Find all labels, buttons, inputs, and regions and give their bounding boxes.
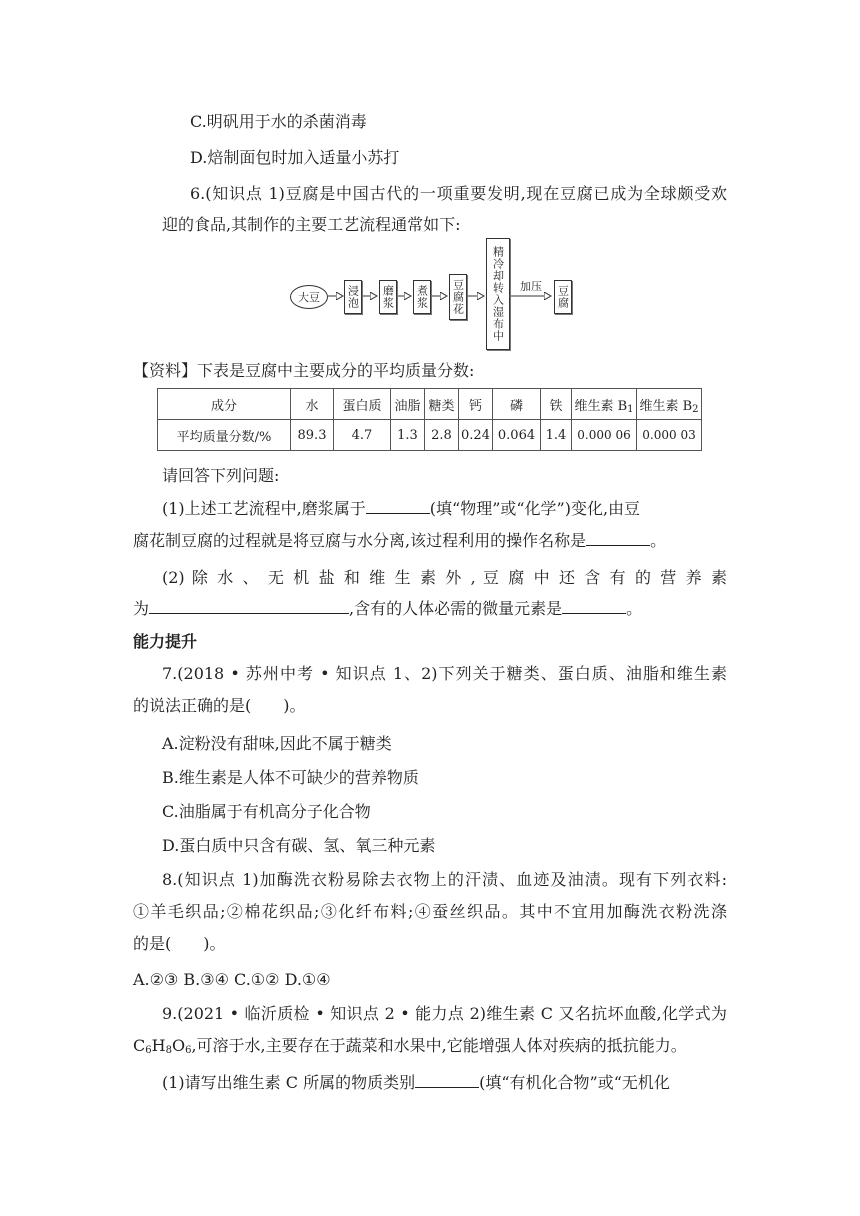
table-data-row <box>158 420 702 451</box>
data-cell: 0.24 <box>459 420 493 451</box>
step-tofu-curd: 豆腐花 <box>449 274 467 320</box>
tofu-composition-table <box>157 388 702 451</box>
header-cell: 糖类 <box>425 389 459 420</box>
data-cell: 2.8 <box>425 420 459 451</box>
header-cell: 钙 <box>459 389 493 420</box>
data-cell: 0.000 03 <box>637 420 702 451</box>
step-boil: 煮浆 <box>413 280 431 314</box>
header-cell: 磷 <box>493 389 541 420</box>
question-6-part-2-cont: 为 ,含有的人体必需的微量元素是 。 <box>133 596 642 621</box>
question-6-part-2: (2) 除 水 、 无 机 盐 和 维 生 素 外 , 豆 腐 中 还 含 有 的 营 养 素 <box>162 568 727 587</box>
question-8-line-3: 的是( )。 <box>133 934 226 953</box>
answer-blank[interactable] <box>366 496 430 514</box>
question-8-line-1: 8.(知识点 1)加酶洗衣粉易除去衣物上的汗渍、血迹及油渍。现有下列衣料: <box>162 870 727 889</box>
header-cell-vitamin-b1: 维生素 $B_1$ <box>572 389 637 420</box>
question-8-line-2: ①羊毛织品;②棉花织品;③化纤布料;④蚕丝织品。其中不宜用加酶洗衣粉洗涤 <box>133 902 727 921</box>
data-cell: 1.3 <box>391 420 425 451</box>
option-a-q7: A.淀粉没有甜味,因此不属于糖类 <box>162 734 392 753</box>
end-node-tofu: 豆腐 <box>554 280 572 314</box>
header-cell-vitamin-b2: 维生素 $B_2$ <box>637 389 702 420</box>
header-cell: 成分 <box>158 389 291 420</box>
question-6-line-1: 6.(知识点 1)豆腐是中国古代的一项重要发明,现在豆腐已成为全球颇受欢 <box>190 184 727 203</box>
data-cell: 0.000 06 <box>572 420 637 451</box>
header-cell: 蛋白质 <box>334 389 391 420</box>
question-6-part-1-cont: 腐花制豆腐的过程就是将豆腐与水分离,该过程利用的操作名称是 。 <box>133 528 666 553</box>
option-d-q7: D.蛋白质中只含有碳、氢、氧三种元素 <box>162 836 436 855</box>
header-cell: 油脂 <box>391 389 425 420</box>
step-soak: 浸泡 <box>344 280 362 314</box>
step-grind: 磨浆 <box>379 280 397 314</box>
press-label: 加压 <box>520 280 542 293</box>
option-c-q5: C.明矾用于水的杀菌消毒 <box>190 112 367 131</box>
option-b-q7: B.维生素是人体不可缺少的营养物质 <box>162 768 419 787</box>
answer-blank[interactable] <box>562 596 626 614</box>
chemical-formula: $C_6H_8O_6$ <box>133 1036 192 1056</box>
answer-blank[interactable] <box>586 528 650 546</box>
answer-prompt: 请回答下列问题: <box>162 466 280 485</box>
answer-blank[interactable] <box>415 1070 479 1088</box>
answer-blank[interactable] <box>149 596 349 614</box>
table-header-row <box>158 389 702 420</box>
material-intro: 【资料】下表是豆腐中主要成分的平均质量分数: <box>133 361 475 380</box>
start-node-soybean: 大豆 <box>290 285 328 309</box>
data-cell: 平均质量分数/% <box>158 420 291 451</box>
option-c-q7: C.油脂属于有机高分子化合物 <box>162 802 371 821</box>
header-cell: 水 <box>291 389 334 420</box>
question-9-line-1: 9.(2021 • 临沂质检 • 知识点 2 • 能力点 2)维生素 C 又名抗坏血酸,化学式为 <box>162 1004 727 1023</box>
data-cell: 4.7 <box>334 420 391 451</box>
tofu-process-flowchart <box>288 236 588 352</box>
question-7-line-1: 7.(2018 • 苏州中考 • 知识点 1、2)下列关于糖类、蛋白质、油脂和维生素 <box>162 664 727 683</box>
question-6-line-2: 迎的食品,其制作的主要工艺流程通常如下: <box>162 215 461 234</box>
data-cell: 1.4 <box>541 420 572 451</box>
step-cool-transfer: 精冷却转入湿布中 <box>486 238 510 350</box>
option-d-q5: D.焙制面包时加入适量小苏打 <box>190 148 400 167</box>
flowchart-arrows <box>288 236 588 352</box>
question-9-part-1: (1)请写出维生素 C 所属的物质类别 (填“有机化合物”或“无机化 <box>162 1070 670 1095</box>
data-cell: 0.064 <box>493 420 541 451</box>
question-7-line-2: 的说法正确的是( )。 <box>133 696 306 715</box>
section-heading: 能力提升 <box>133 632 198 651</box>
header-cell: 铁 <box>541 389 572 420</box>
question-6-part-1: (1)上述工艺流程中,磨浆属于 (填“物理”或“化学”)变化,由豆 <box>162 496 640 521</box>
question-9-line-2: $C_6H_8O_6$,可溶于水,主要存在于蔬菜和水果中,它能增强人体对疾病的抵抗能力。 <box>133 1036 687 1056</box>
data-cell: 89.3 <box>291 420 334 451</box>
question-8-options: A.②③ B.③④ C.①② D.①④ <box>133 970 331 989</box>
